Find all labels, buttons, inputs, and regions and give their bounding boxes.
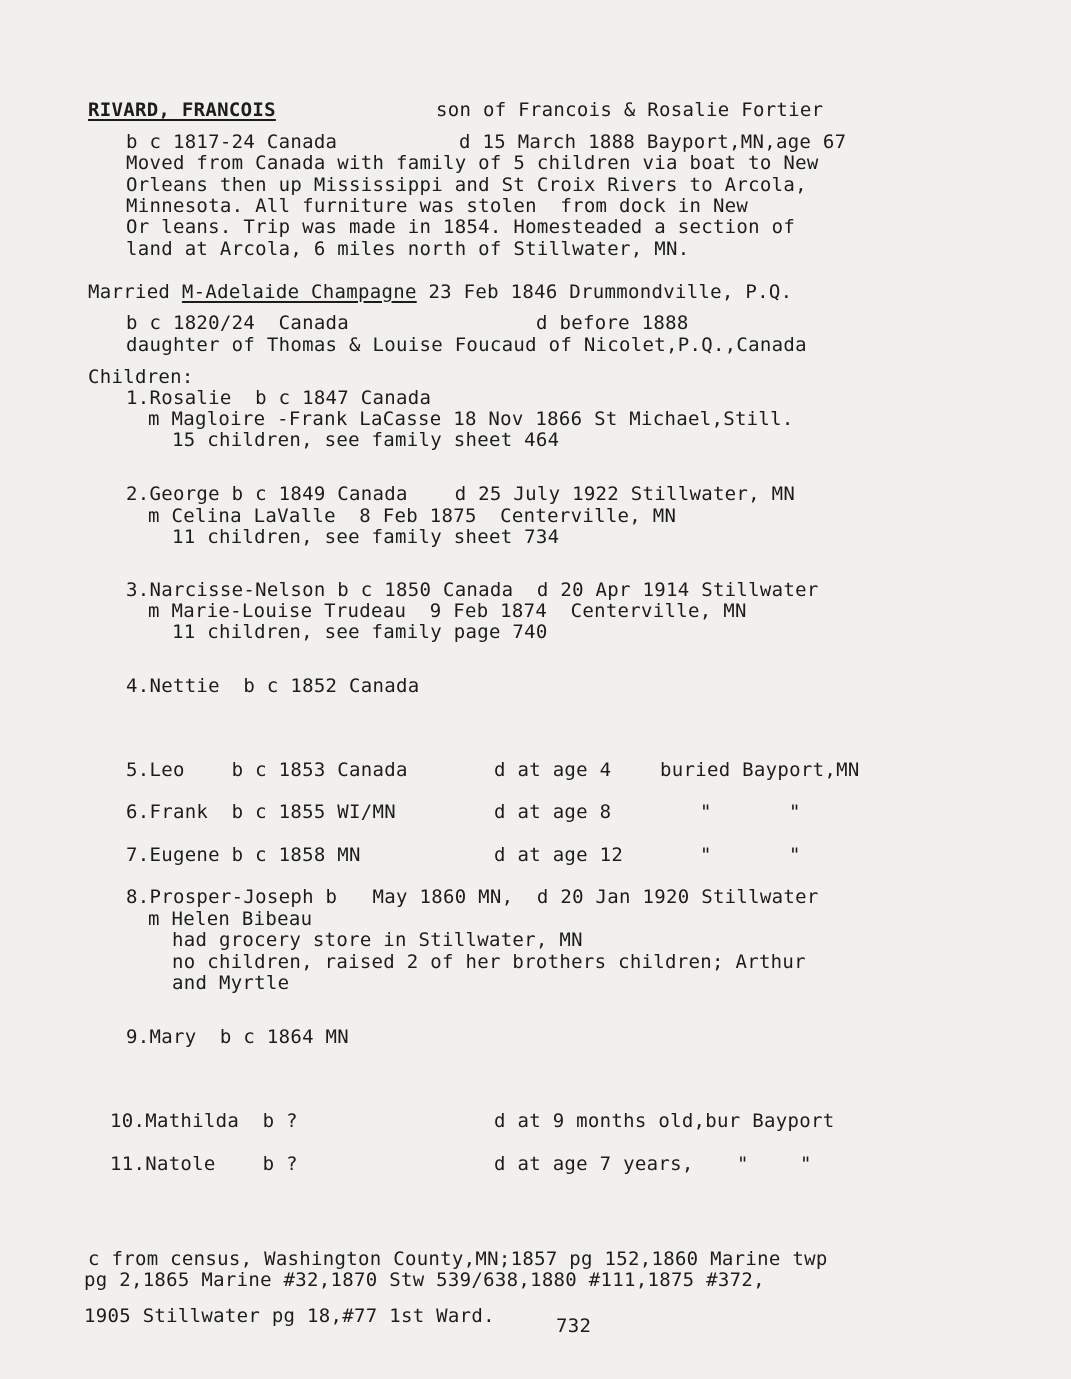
bio-line: Minnesota. All furniture was stolen from dock in New — [126, 195, 749, 217]
child-marriage: m Celina LaValle 8 Feb 1875 Centerville, MN — [148, 505, 677, 527]
spouse-parents: daughter of Thomas & Louise Foucaud of Nicolet,P.Q.,Canada — [126, 334, 807, 356]
child-entry: 4.Nettie b c 1852 Canada — [126, 675, 420, 697]
spouse-name: M-Adelaide Champagne — [181, 281, 417, 303]
child-death: d at age 7 years, — [494, 1153, 694, 1175]
child-entry: 9.Mary b c 1864 MN — [126, 1026, 350, 1048]
ditto-mark: " — [800, 1153, 812, 1175]
child-entry: 3.Narcisse-Nelson b c 1850 Canada d 20 Apr 1914 Stillwater — [126, 579, 819, 601]
marriage-details: 23 Feb 1846 Drummondville, P.Q. — [416, 281, 793, 303]
child-note: had grocery store in Stillwater, MN — [172, 929, 583, 951]
footnote-line: c from census, Washington County,MN;1857 pg 152,1860 Marine twp — [88, 1248, 828, 1270]
child-note: 11 children, see family page 740 — [172, 621, 548, 643]
child-note: and Myrtle — [172, 972, 290, 994]
ditto-mark: " — [789, 844, 801, 866]
subject-name: RIVARD, FRANCOIS — [88, 99, 276, 121]
child-entry: 2.George b c 1849 Canada d 25 July 1922 Stillwater, MN — [126, 483, 796, 505]
bio-line: Or leans. Trip was made in 1854. Homesteaded a section of — [126, 216, 796, 238]
child-note: 11 children, see family sheet 734 — [172, 526, 560, 548]
bio-line: Moved from Canada with family of 5 children via boat to New — [126, 152, 819, 174]
child-entry: 10.Mathilda b ? — [110, 1110, 298, 1132]
child-entry: 6.Frank b c 1855 WI/MN — [126, 801, 396, 823]
marriage-prefix: Married — [88, 281, 182, 303]
child-entry: 8.Prosper-Joseph b May 1860 MN, d 20 Jan 1920 Stillwater — [126, 886, 819, 908]
bio-line: land at Arcola, 6 miles north of Stillwater, MN. — [126, 238, 690, 260]
child-note: 15 children, see family sheet 464 — [172, 429, 560, 451]
child-entry: 7.Eugene b c 1858 MN — [126, 844, 361, 866]
child-death: d at age 12 — [494, 844, 624, 866]
marriage-line — [88, 282, 792, 303]
spouse-death: d before 1888 — [536, 312, 689, 334]
child-marriage: m Marie-Louise Trudeau 9 Feb 1874 Centerville, MN — [148, 600, 747, 622]
subject-birth: b c 1817-24 Canada — [126, 131, 338, 153]
subject-death: d 15 March 1888 Bayport,MN,age 67 — [459, 131, 847, 153]
ditto-mark: " — [789, 801, 801, 823]
children-label: Children: — [88, 366, 194, 388]
child-death: d at age 4 — [494, 759, 612, 781]
ditto-mark: " — [700, 801, 712, 823]
child-death: d at 9 months old,bur Bayport — [494, 1110, 835, 1132]
spouse-birth: b c 1820/24 Canada — [126, 312, 350, 334]
child-entry: 1.Rosalie b c 1847 Canada — [126, 387, 432, 409]
child-marriage: m Magloire -Frank LaCasse 18 Nov 1866 St Michael,Still. — [148, 408, 794, 430]
footnote-line: pg 2,1865 Marine #32,1870 Stw 539/638,1880 #111,1875 #372, — [84, 1269, 765, 1291]
bio-line: Orleans then up Mississippi and St Croix Rivers to Arcola, — [126, 174, 807, 196]
page-number: 732 — [556, 1315, 592, 1337]
child-entry: 11.Natole b ? — [110, 1153, 298, 1175]
child-entry: 5.Leo b c 1853 Canada — [126, 759, 408, 781]
child-marriage: m Helen Bibeau — [148, 908, 313, 930]
child-death: d at age 8 — [494, 801, 612, 823]
footnote-line: 1905 Stillwater pg 18,#77 1st Ward. — [84, 1305, 495, 1327]
ditto-mark: " — [700, 844, 712, 866]
child-note: no children, raised 2 of her brothers children; Arthur — [172, 951, 806, 973]
subject-parents: son of Francois & Rosalie Fortier — [436, 99, 824, 121]
ditto-mark: " — [737, 1153, 749, 1175]
child-burial: buried Bayport,MN — [660, 759, 860, 781]
